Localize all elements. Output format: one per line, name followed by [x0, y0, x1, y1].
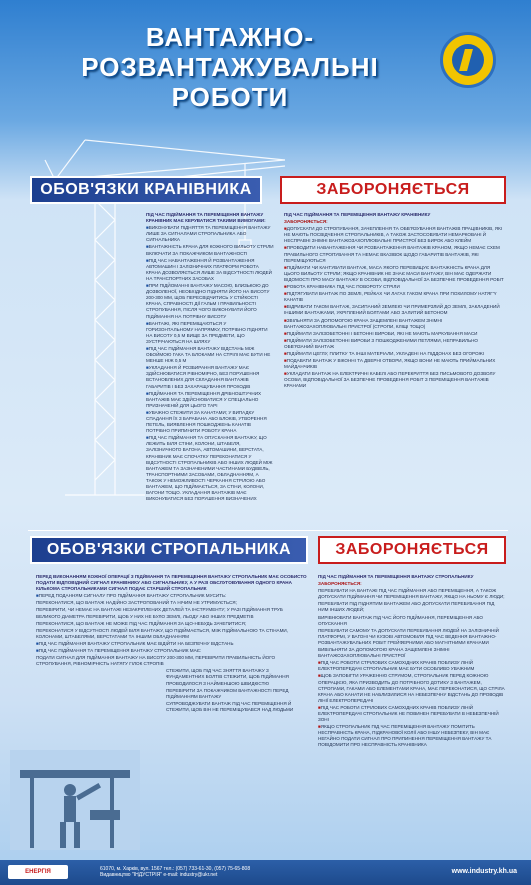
list-item: ■ ПІД ЧАС РОБОТИ СТРІЛОВИХ САМОХІДНИХ КРАНІВ ПОБЛИЗУ ЛІНІЙ ЕЛЕКТРОПЕРЕДАЧІ СТРОПАЛЬНИК МАЄ БУТИ ОСОБЛИВО УВАЖНИМ: [318, 660, 506, 672]
page-title-line2: РОБОТИ: [171, 82, 289, 112]
list-item: ■ ПІД ЧАС ПІДЙМАННЯ ТА ОПУСКАННЯ ВАНТАЖУ, ЩО ЛЕЖИТЬ БІЛЯ СТІНИ, КОЛОНИ, ШТАБЕЛЯ, ЗАЛІЗНИЧНОГО ВАГОНА, АВТОМАШИНИ, ВЕРСТАТА, КРАНІВНИК МАЄ СПОЧАТКУ ПЕРЕКОНАТИСЯ У ВІДСУТНОСТІ СТРОПАЛЬНИКІВ АБО ІНШИХ ЛЮДЕЙ МІЖ ВАНТАЖЕМ ТА ЗАЗНАЧЕНИМИ ЧАСТИНАМИ БУДІВЕЛЬ, ТРАНСПОРТНИМИ ЗАСОБАМИ, ОБЛАДНАННЯМ, А ТАКОЖ У НЕМОЖЛИВОСТІ ЧЕРКАННЯ СТРІЛОЮ АБО ВАНТАЖЕМ, ЩО ПІДЙМАЄТЬСЯ, ЗА СТІНИ, КОЛОНИ, ВАГОНИ ТОЩО. УКЛАДАННЯ ВАНТАЖІВ МАЄ ВИКОНУВАТИСЯ БЕЗ ПОРУШЕННЯ ВИЗНАЧЕНИХ: [146, 435, 274, 502]
list-item: ■ ЯКЩО СТРОПАЛЬНИК ПІД ЧАС ПЕРЕМІЩЕННЯ ВАНТАЖУ ПОМІТИТЬ НЕСПРАВНІСТЬ КРАНА, ПІДКРАНОВОЇ КОЛІЇ АБО ІНШУ НЕБЕЗПЕКУ, ВІН МАЄ НЕГАЙНО ПОДАТИ СИГНАЛ ПРО ПРИПИНЕННЯ ПЕРЕМІЩЕННЯ ВАНТАЖУ ТА ПОВІДОМИТИ ПРО НЕСПРАВНІСТЬ КРАНІВНИКА: [318, 724, 506, 748]
section-divider: [28, 530, 508, 531]
crane-operator-duties-heading: ОБОВ'ЯЗКИ КРАНІВНИКА: [40, 181, 252, 198]
list-item: ■ ВАНТАЖНІСТЬ КРАНА ДЛЯ КОЖНОГО ВИЛЬОТУ СТРІЛИ ВКЛЮЧАТИ ЗА ПОКАЖЧИКОМ ВАНТАЖНОСТІ: [146, 244, 274, 256]
list-item: ВИВІЛЬНЯТИ ЗА ДОПОМОГОЮ КРАНА ЗАЩЕМЛЕНІ ЗНІМНІ ВАНТАЖОЗАХОПЛЮВАЛЬНІ ПРИСТРОЇ: [318, 647, 450, 659]
slinger-duties-intro: ПЕРЕД ВИКОНАННЯМ КОЖНОЇ ОПЕРАЦІЇ З ПІДЙМАННЯ ТА ПЕРЕМІЩЕННЯ ВАНТАЖУ СТРОПАЛЬНИК МАЄ ОСОБИСТО ПОДАТИ ВІДПОВІДНИЙ СИГНАЛ КРАНІВНИКУ АБО СИГНАЛЬНИКУ, А У РАЗІ ОБСЛУГОВУВАННЯ ОДНОГО КРАНА КІЛЬКОМА СТРОПАЛЬНИКАМИ СИГНАЛ ПОДАЄ СТАРШИЙ СТРОПАЛЬНИК: [36, 574, 307, 592]
brand-logo: ЕНЕРГІЯ: [8, 865, 68, 879]
list-item: СУПРОВОДЖУВАТИ ВАНТАЖ ПІД ЧАС ПЕРЕМІЩЕННЯ Й СТЕЖИТИ, ЩОБ ВІН НЕ ПЕРЕМІЩУВАВСЯ НАД ЛЮДЬМИ: [166, 700, 294, 712]
list-item: ■ УВАЖНО СТЕЖИТИ ЗА КАНАТАМИ; У ВИПАДКУ СПАДАННЯ ЇХ З БАРАБАНА АБО БЛОКІВ, УТВОРЕННЯ ПЕТЕЛЬ, ВИЯВЛЕННЯ ПОШКОДЖЕНЬ КАНАТІВ ПОТРІБНО ПРИПИНИТИ РОБОТУ КРАНА: [146, 410, 274, 434]
list-item: ПЕРЕКОНАТИСЯ У ВІДСУТНОСТІ ЛЮДЕЙ БІЛЯ ВАНТАЖУ, ЩО ПІДІЙМАЄТЬСЯ, МІЖ ПІДЙМАЛЬНОЮ ТА СТІНАМИ, КОЛОНАМИ, ШТАБЕЛЯМИ, ВЕРСТАТАМИ ТА ІНШИМ ОБЛАДНАННЯМ: [36, 627, 288, 639]
list-item: ПЕРЕВІРИТИ, ЧИ НЕМАЄ НА ВАНТАЖІ НЕЗАКРІПЛЕНИХ ДЕТАЛЕЙ ТА ІНСТРУМЕНТУ; У РАЗІ ПІДЙМАННЯ ТРУБ ВЕЛИКОГО ДІАМЕТРА ПЕРЕВІРИТИ, ЩОБ У НИХ НЕ БУЛО ЗЕМЛІ, ЛЬОДУ АБО ІНШИХ ПРЕДМЕТІВ: [36, 607, 283, 619]
website-link[interactable]: www.industry.kh.ua: [451, 868, 517, 875]
list-item: ■ РОБОТА КРАНІВНИКА ПІД ЧАС ПОВОРОТУ СТРІЛИ: [284, 284, 506, 290]
list-item: ■ ВАНТАЖІ, ЯКІ ПЕРЕМІЩАЮТЬСЯ У ГОРИЗОНТАЛЬНОМУ НАПРЯМКУ, ПОТРІБНО ПІДНЯТИ НА ВИСОТУ 0,5 М ВИЩЕ ЗА ПРЕДМЕТИ, ЩО ЗУСТРІЧАЮТЬСЯ НА ШЛЯХУ: [146, 321, 274, 345]
page-title: [30, 22, 430, 112]
section1-right-heading-band: [280, 176, 506, 204]
slinger-prohibited-text: [318, 574, 506, 854]
list-item: ПЕРЕКОНАТИСЯ, ЩО ВАНТАЖ НЕ МОЖЕ ПІД ЧАС ПІДЙМАННЯ ЗА ЩО-НЕБУДЬ ЗАЧЕПИТИСЯ;: [36, 620, 247, 626]
list-item: ■ ПЕРЕД ПОДАННЯМ СИГНАЛУ ПРО ПІДЙМАННЯ ВАНТАЖУ СТРОПАЛЬНИК МУСИТЬ:: [36, 593, 308, 599]
list-item: ■ ВИКОНУВАТИ ПІДНЯТТЯ ТА ПЕРЕМІЩЕННЯ ВАНТАЖУ ЛИШЕ ЗА СИГНАЛАМИ СТРОПАЛЬНИКА АБО СИГНАЛЬНИКА: [146, 225, 274, 243]
crane-operator-duties-intro: ПІД ЧАС ПІДІЙМАННЯ ТА ПЕРЕМІЩЕННЯ ВАНТАЖУ КРАНІВНИК МАЄ КЕРУВАТИСЯ ТАКИМИ ВИМОГАМИ:: [146, 212, 266, 224]
list-item: ■ ПІДІЙМАТИ ЗАЛІЗОБЕТОННІ І БЕТОННІ ВИРОБИ, ЯКІ НЕ МАЮТЬ МАРКУВАННЯ МАСИ: [284, 331, 506, 337]
list-item: ■ ПІДТЯГУВАТИ ВАНТАЖ ПО ЗЕМЛІ, РЕЙКАХ ЧИ ЛАГАХ ГАКОМ КРАНА ПРИ ПОХИЛОМУ НАТЯГ'Y КАНАТІВ: [284, 291, 506, 303]
crane-operator-prohibited-intro: ПІД ЧАС ПІДЙМАННЯ ТА ПЕРЕМІЩЕННЯ ВАНТАЖУ КРАНІВНИКУ: [284, 212, 431, 217]
crane-operator-prohibited-sub: ЗАБОРОНЯЄТЬСЯ:: [284, 219, 328, 225]
section1-left-heading-band: [30, 176, 262, 204]
list-item: ■ ПІДІЙМАТИ ЦЕГЛУ, ПЛИТКУ ТА ІНШІ МАТЕРІАЛИ, УКЛАДЕНІ НА ПІДДОНАХ БЕЗ ОГОРОЖІ: [284, 351, 506, 357]
crane-operator-prohibited-heading: ЗАБОРОНЯЄТЬСЯ: [316, 181, 470, 198]
address-line2: Видавництво "ІНДУСТРІЯ" e-mail: industry@ukr.net: [100, 872, 218, 878]
list-item: ■ ПІД ЧАС ПІДЙМАННЯ ВАНТАЖУ ВІДСТАНЬ МІЖ ОБОЙМОЮ ГАКА ТА БЛОКАМИ НА СТРІЛІ МАЄ БУТИ НЕ МЕНШЕ НІЖ 0,5 М: [146, 346, 274, 364]
slinger-prohibited-heading: ЗАБОРОНЯЄТЬСЯ: [335, 541, 489, 558]
page-title-line1: ВАНТАЖНО-РОЗВАНТАЖУВАЛЬНІ: [81, 22, 379, 82]
address-line1: 61070, м. Харків, вул. 1567 тел.: (057) 733-61-30, (057) 75-65-808: [100, 866, 251, 872]
footer: [0, 860, 531, 885]
list-item: ■ УКЛАДАННЯ Й РОЗБИРАННЯ ВАНТАЖУ МАЄ ЗДІЙСНЮВАТИСЯ РІВНОМІРНО, БЕЗ ПОРУШЕННЯ ВСТАНОВЛЕНИХ ДЛЯ СКЛАДАННЯ ВАНТАЖІВ ГАБАРИТІВ І БЕЗ ЗАХАРАЩУВАННЯ ПРОХОДІВ: [146, 365, 274, 389]
section2-left-heading-band: [30, 536, 308, 564]
list-item: ■ ЩОБ ЗАПОБІГТИ УРАЖЕННЮ СТРУМОМ, СТРОПАЛЬНИК ПЕРЕД КОЖНОЮ ОПЕРАЦІЄЮ, ЯКА ПРИЗВОДИТЬ ДО ПОТРІБНОГО ДОТИКУ З ВАНТАЖЕМ, СТРОПАМИ, ГАКАМИ АБО ЕЛЕМЕНТАМИ КРАНА, МАЄ ПЕРЕКОНАТИСЯ, ЩО СТРІЛА КРАНА АБО КАНАТИ НЕ НАБЛИЗИЛИСЯ НА НЕБЕЗПЕЧНУ ВІДСТАНЬ ДО ПРОВОДІВ ЛІНІЇ ЕЛЕКТРОПЕРЕДАЧІ: [318, 673, 506, 703]
list-item: ■ ПІДЙМАННЯ ТА ПЕРЕМІЩЕННЯ ДРІБНОШТУЧНИХ ВАНТАЖІВ МАЄ ЗДІЙСНЮВАТИСЯ У СПЕЦІАЛЬНО ПРИЗНАЧЕНІЙ ДЛЯ ЦЬОГО ТАРІ: [146, 391, 274, 409]
crane-operator-duties-text: [146, 212, 274, 502]
list-item: ■ ЗВІЛЬНЯТИ ЗА ДОПОМОГОЮ КРАНА ЗАЩЕМЛЕНІ ВАНТАЖЕМ ЗНІМНІ ВАНТАЖОЗАХОПЛЮВАЛЬНІ ПРИСТРОЇ (СТРОПИ, КЛІЩІ ТОЩО): [284, 318, 506, 330]
list-item: ■ ПІДІЙМАТИ ЗАЛІЗОБЕТОННІ ВИРОБИ З ПОШКОДЖЕНИМИ ПЕТЛЯМИ, НЕПРАВИЛЬНО ОБВ'ЯЗАНИЙ ВАНТАЖ: [284, 338, 506, 350]
publisher-address: [100, 866, 250, 878]
list-item: ■ ПОДАВАТИ ВАНТАЖ У ВІКОННІ ТА ДВЕРНІ ОТВОРИ, ЯКЩО ВОНИ НЕ МАЮТЬ ПРИЙМАЛЬНИХ МАЙДАНЧИКІВ: [284, 358, 506, 370]
list-item: ПЕРЕБУВАТИ САМОМУ ТА ДОПУСКАТИ ПЕРЕБУВАННЯ ЛЮДЕЙ НА ЗАЛІЗНИЧНІЙ ПЛАТФОРМІ, У ВАГОНІ ЧИ КУЗОВІ АВТОМОБІЛЯ ПІД ЧАС ВЕДЕННЯ ВАНТАЖНО-РОЗВАНТАЖУВАЛЬНИХ РОБІТ ГРЕЙФЕРНИМИ АБО МАГНІТНИМИ КРАНАМИ: [318, 627, 499, 645]
list-item: СТЕЖИТИ, ЩОБ ПІД ЧАС ЗНЯТТЯ ВАНТАЖУ З ФУНДАМЕНТНИХ БОЛТІВ СТЕЖИТИ, ЩОБ ПІДЙМАННЯ ПРОВОДИЛОСЯ З НАЙМЕНШОЮ ШВИДКІСТЮ: [166, 668, 289, 686]
list-item: ■ ДОПУСКАТИ ДО СТРОПУВАННЯ, ЗАЧЕПЛЕННЯ ТА ОБВ'ЯЗУВАННЯ ВАНТАЖІВ ПРАЦІВНИКІВ, ЯКІ НЕ МАЮТЬ ПОСВІДЧЕННЯ СТРОПАЛЬНИКІВ, А ТАКОЖ ЗАСТОСОВУВАТИ НЕМАРКОВАНІ Й НЕСПРАВНІ ЗНІМНІ ВАНТАЖОЗАХОПЛЮВАЛЬНІ ПРИСТРОЇ БЕЗ БИРОК АБО КЛЕЙМ: [284, 226, 506, 244]
slinger-duties-heading: ОБОВ'ЯЗКИ СТРОПАЛЬНИКА: [46, 541, 292, 558]
slinger-prohibited-intro: ПІД ЧАС ПІДЙМАННЯ ТА ПЕРЕМІЩЕННЯ ВАНТАЖУ СТРОПАЛЬНИКУ: [318, 574, 474, 579]
list-item: ■ ПІДЙМАТИ ЧИ КАНТУВАТИ ВАНТАЖ, МАСА ЯКОГО ПЕРЕВИЩУЄ ВАНТАЖНІСТЬ КРАНА ДЛЯ ЦЬОГО ВИЛЬОТУ СТРІЛИ; ЯКЩО КРАНІВНИК НЕ ЗНАЄ МАСИ ВАНТАЖУ, ВІН МАЄ ОДЕРЖАТИ ВІДОМОСТІ ПРО МАСУ ВАНТАЖУ В ОСОБИ, ВІДПОВІДАЛЬНОЇ ЗА БЕЗПЕЧНЕ ПРОВЕДЕННЯ РОБІТ: [284, 265, 506, 283]
list-item: ПЕРЕКОНАТИСЯ, ЩО ВАНТАЖ НАДІЙНО ЗАСТРОПОВАНИЙ ТА НІЧИМ НЕ УТРИМУЄТЬСЯ;: [36, 600, 237, 606]
list-item: ■ ВІДРИВАТИ ГАКОМ ВАНТАЖ, ЗАСИПАНИЙ ЗЕМЛЕЮ ЧИ ПРИМЕРЗЛИЙ ДО ЗЕМЛІ, ЗАКЛАДЕНИЙ ІНШИМИ ВАНТАЖАМИ, УКРІПЛЕНИЙ БОЛТАМИ АБО ЗАЛИТИЙ БЕТОНОМ: [284, 304, 506, 316]
slinger-worker-illustration: [10, 750, 140, 850]
list-item: ■ УКЛАДАТИ ВАНТАЖ НА ЕЛЕКТРИЧНІ КАБЕЛІ АБО ПЕРЕКРИТТЯ БЕЗ ПИСЬМОВОГО ДОЗВОЛУ ОСОБИ, ВІДПОВІДАЛЬНОЇ ЗА БЕЗПЕЧНЕ ПРОВЕДЕННЯ РОБІТ З ПЕРЕМІЩЕННЯ ВАНТАЖІВ КРАНАМИ: [284, 371, 506, 389]
slinger-prohibited-sub: ЗАБОРОНЯЄТЬСЯ:: [318, 581, 362, 587]
section2-right-heading-band: [318, 536, 506, 564]
list-item: ■ ПРОВОДИТИ НАВАНТАЖЕННЯ ЧИ РОЗВАНТАЖЕННЯ ВАНТАЖІВ КРАНОМ, ЯКЩО НЕМАЄ СХЕМ ПРАВИЛЬНОГО СТРОПУВАННЯ ТА НЕМАЄ ВКАЗІВОК ЩОДО ГАБАРИТІВ ВАНТАЖІВ, ЯКІ ПЕРЕМІЩУЮТЬСЯ: [284, 245, 506, 263]
list-item: ■ ПІД ЧАС РОБОТИ СТРІЛОВИХ САМОХІДНИХ КРАНІВ ПОБЛИЗУ ЛІНІЙ ЕЛЕКТРОПЕРЕДАЧІ СТРОПАЛЬНИК НЕ ПОВИНЕН ПЕРЕБУВАТИ В НЕБЕЗПЕЧНІЙ ЗОНІ: [318, 705, 506, 723]
list-item: ■ ПІД ЧАС ПІДЙМАННЯ ТА ПЕРЕМІЩЕННЯ ВАНТАЖУ СТРОПАЛЬНИК МАЄ:: [36, 648, 308, 654]
list-item: ■ ПІД ЧАС НАВАНТАЖЕННЯ Й РОЗВАНТАЖЕННЯ АВТОМАШИН І ЗАЛІЗНИЧНИХ ПЛАТФОРМ РОБОТА КРАНА ДОЗВОЛЯЄТЬСЯ ЛИШЕ ЗА ВІДСУТНОСТІ ЛЮДЕЙ НА ТРАНСПОРТНИХ ЗАСОБАХ: [146, 258, 274, 282]
list-item: ПЕРЕБУВАТИ ПІД ПІДНЯТИМ ВАНТАЖЕМ АБО ДОПУСКАТИ ПЕРЕБУВАННЯ ПІД НИМ ІНШИХ ЛЮДЕЙ;: [318, 601, 495, 613]
publisher-logo-icon: [440, 32, 496, 88]
list-item: ■ ПІД ЧАС ПІДЙМАННЯ ВАНТАЖУ СТРОПАЛЬНИК МАЄ ВІДІЙТИ НА БЕЗПЕЧНУ ВІДСТАНЬ: [36, 641, 308, 647]
list-item: ПЕРЕВІРИТИ ЗА ПОКАЖЧИКОМ ВАНТАЖНОСТІ ПЕРЕД ПІДЙМАННЯМ ВАНТАЖУ: [166, 687, 289, 699]
list-item: ПОДАТИ СИГНАЛ ДЛЯ ПІДЙМАННЯ ВАНТАЖУ НА ВИСОТУ 200-300 ММ, ПЕРЕВІРИТИ ПРАВИЛЬНІСТЬ ЙОГО СТРОПУВАННЯ, РІВНОМІРНІСТЬ НАТЯГУ ГІЛОК СТРОПІВ: [36, 655, 276, 667]
list-item: ВИРІВНЮВАТИ ВАНТАЖ ПІД ЧАС ЙОГО ПІДЙМАННЯ, ПЕРЕМІЩЕННЯ АБО ОПУСКАННЯ: [318, 614, 483, 626]
list-item: ■ ПРИ ПІДЙОМАННІ ВАНТАЖУ МАСОЮ, БЛИЗЬКОЮ ДО ДОЗВОЛЕНОЇ, НЕОБХІДНО ПІДНЯТИ ЙОГО НА ВИСОТУ 200-300 ММ, ЩОБ ПЕРЕСВІДЧИТИСЬ У СТІЙКОСТІ КРАНА, СПРАВНОСТІ ДІЇ ГАЛЬМ І ПРАВИЛЬНОСТІ СТРОПУВАННЯ, ПІСЛЯ ЧОГО ВИКОНУВАТИ ЙОГО ПІДЙМАННЯ НА ПОТРІБНУ ВИСОТУ: [146, 283, 274, 320]
crane-operator-prohibited-text: [284, 212, 506, 512]
list-item: ПЕРЕБУВАТИ НА ВАНТАЖІ ПІД ЧАС ПІДЙМАННЯ АБО ПЕРЕМІЩЕННЯ, А ТАКОЖ ДОПУСКАТИ ПІДЙМАННЯ ЧИ ПЕРЕМІЩЕННЯ ВАНТАЖУ, ЯКЩО НА НЬОМУ Є ЛЮДИ;: [318, 588, 505, 600]
